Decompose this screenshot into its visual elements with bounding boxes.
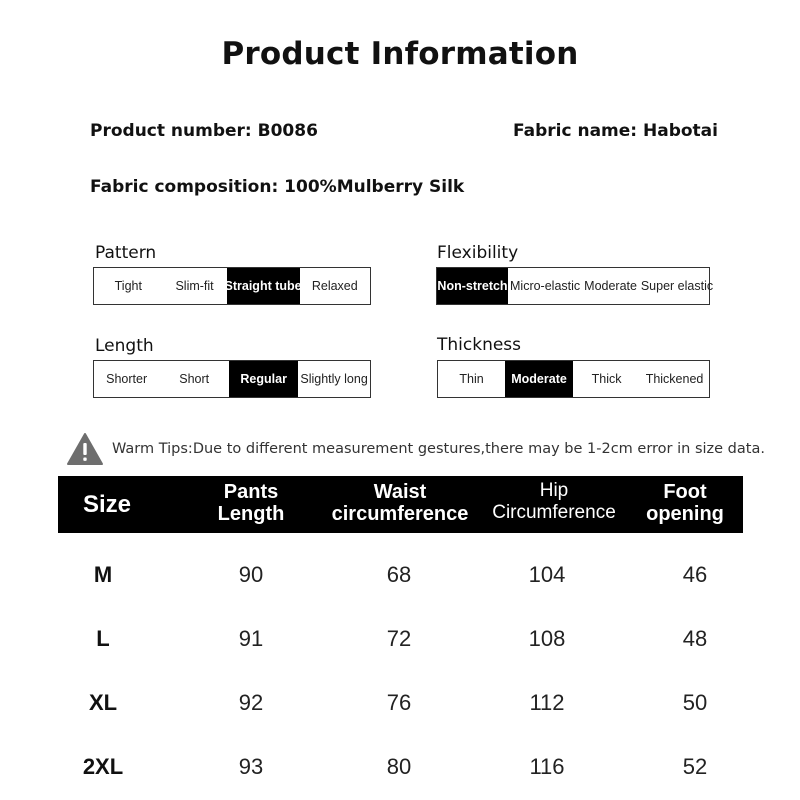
- hip-cell: 104: [528, 562, 566, 587]
- size-cell: 2XL: [82, 754, 124, 779]
- length-option-regular: Regular: [229, 361, 298, 397]
- length-scale: [93, 360, 371, 398]
- header-pants-length-line1: Pants: [223, 481, 279, 503]
- thickness-option-thin: Thin: [459, 372, 484, 386]
- flexibility-option-super-elastic: Super elastic: [640, 279, 714, 293]
- table-row: [58, 618, 743, 658]
- length-option-slightly-long: Slightly long: [300, 372, 368, 386]
- table-row: [58, 554, 743, 594]
- thickness-label: Thickness: [437, 335, 522, 355]
- header-hip-line2: Circumference: [492, 502, 616, 523]
- hip-cell: 112: [529, 690, 565, 715]
- size-cell: XL: [88, 690, 118, 715]
- fabric-composition: Fabric composition: 100%Mulberry Silk: [90, 177, 465, 197]
- flexibility-label: Flexibility: [437, 243, 519, 263]
- pants-length-cell: 91: [238, 626, 264, 651]
- header-waist-line1: Waist: [373, 481, 427, 503]
- size-table-header: [58, 476, 743, 533]
- warm-tip: [66, 432, 765, 466]
- header-foot-opening-line1: Foot: [663, 481, 707, 503]
- waist-cell: 76: [386, 690, 412, 715]
- pattern-option-straight-tube: Straight tube: [227, 268, 300, 304]
- waist-cell: 72: [386, 626, 412, 651]
- table-row: [58, 746, 743, 786]
- length-option-shorter: Shorter: [106, 372, 148, 386]
- pants-length-cell: 92: [238, 690, 264, 715]
- header-size: Size: [82, 491, 132, 518]
- header-pants-length: [188, 481, 314, 525]
- thickness-scale: [437, 360, 710, 398]
- waist-cell: 80: [386, 754, 412, 779]
- foot-opening-cell: 48: [682, 626, 708, 651]
- warm-tip-text: Warm Tips:Due to different measurement gestures,there may be 1-2cm error in size data.: [112, 441, 765, 457]
- page-title: Product Information: [221, 36, 579, 72]
- thickness-option-moderate: Moderate: [505, 361, 573, 397]
- pants-length-cell: 90: [238, 562, 264, 587]
- pattern-option-tight: Tight: [114, 279, 142, 293]
- header-foot-opening: [630, 481, 740, 525]
- product-number: Product number: B0086: [90, 121, 318, 141]
- flexibility-option-moderate: Moderate: [584, 279, 637, 293]
- flexibility-option-micro-elastic: Micro-elastic: [510, 279, 581, 293]
- pattern-label: Pattern: [95, 243, 157, 263]
- header-hip-line1: Hip: [539, 480, 569, 501]
- fabric-name: Fabric name: Habotai: [513, 121, 718, 141]
- hip-cell: 108: [528, 626, 566, 651]
- flexibility-scale: [436, 267, 714, 305]
- pattern-option-slim-fit: Slim-fit: [175, 279, 214, 293]
- foot-opening-cell: 46: [682, 562, 708, 587]
- warning-triangle-icon: [66, 432, 104, 466]
- header-waist: [320, 481, 480, 525]
- table-row: [58, 682, 743, 722]
- header-hip: [486, 480, 622, 524]
- thickness-option-thickened: Thickened: [645, 372, 704, 386]
- length-label: Length: [95, 336, 154, 356]
- size-cell: M: [93, 562, 113, 587]
- length-option-short: Short: [179, 372, 210, 386]
- waist-cell: 68: [386, 562, 412, 587]
- pants-length-cell: 93: [238, 754, 264, 779]
- pattern-option-relaxed: Relaxed: [311, 279, 358, 293]
- size-cell: L: [96, 626, 110, 651]
- header-foot-opening-line2: opening: [646, 503, 724, 525]
- flexibility-option-non-stretch: Non-stretch: [437, 268, 508, 304]
- hip-cell: 116: [529, 754, 565, 779]
- pattern-scale: [93, 267, 371, 305]
- header-pants-length-line2: Length: [217, 503, 285, 525]
- thickness-option-thick: Thick: [591, 372, 622, 386]
- header-waist-line2: circumference: [331, 503, 469, 525]
- foot-opening-cell: 52: [682, 754, 708, 779]
- foot-opening-cell: 50: [682, 690, 708, 715]
